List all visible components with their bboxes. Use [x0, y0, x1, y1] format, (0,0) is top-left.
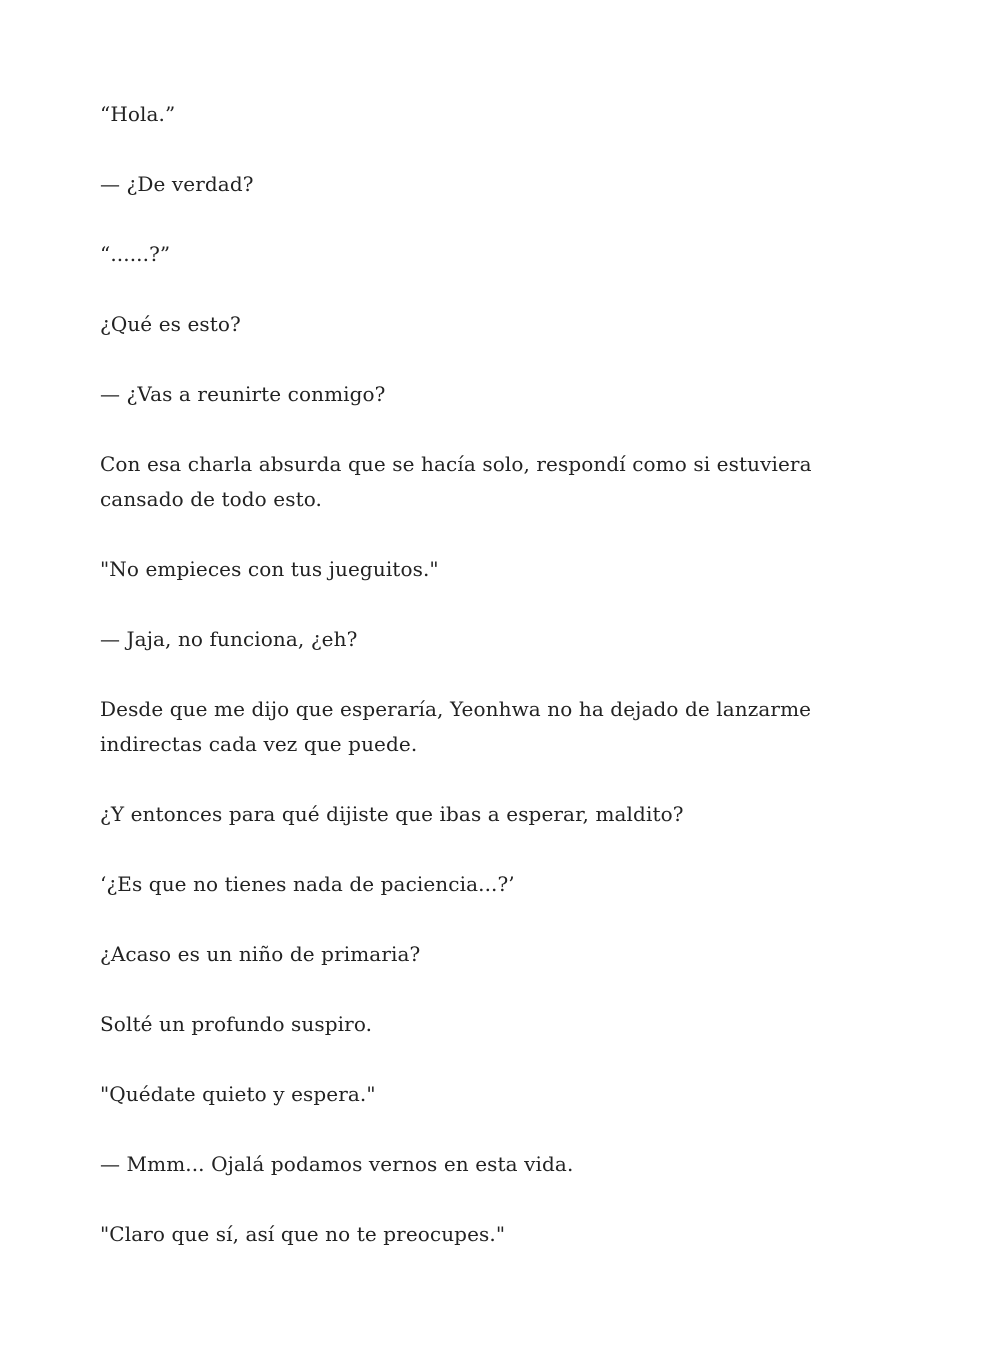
- paragraph: ¿Qué es esto?: [100, 312, 241, 336]
- paragraph: — ¿Vas a reunirte conmigo?: [100, 382, 386, 406]
- paragraph: “......?”: [100, 242, 171, 266]
- paragraph: "Quédate quieto y espera.": [100, 1082, 376, 1106]
- paragraph: Desde que me dijo que esperaría, Yeonhwa no ha dejado de lanzarme indirectas cada vez que puede.: [100, 697, 812, 756]
- paragraph: "No empieces con tus jueguitos.": [100, 557, 439, 581]
- paragraph: ¿Y entonces para qué dijiste que ibas a esperar, maldito?: [100, 802, 684, 826]
- paragraph: “Hola.”: [100, 102, 176, 126]
- paragraph: Con esa charla absurda que se hacía solo, respondí como si estuviera cansado de todo esto.: [100, 452, 812, 511]
- paragraph: — Mmm... Ojalá podamos vernos en esta vida.: [100, 1152, 574, 1176]
- paragraph: ¿Acaso es un niño de primaria?: [100, 942, 421, 966]
- paragraph: "Claro que sí, así que no te preocupes.": [100, 1222, 506, 1246]
- paragraph: Solté un profundo suspiro.: [100, 1012, 373, 1036]
- document-body: [100, 97, 900, 1287]
- paragraph: ‘¿Es que no tienes nada de paciencia...?’: [100, 872, 515, 896]
- paragraph: — Jaja, no funciona, ¿eh?: [100, 627, 358, 651]
- paragraph: — ¿De verdad?: [100, 172, 254, 196]
